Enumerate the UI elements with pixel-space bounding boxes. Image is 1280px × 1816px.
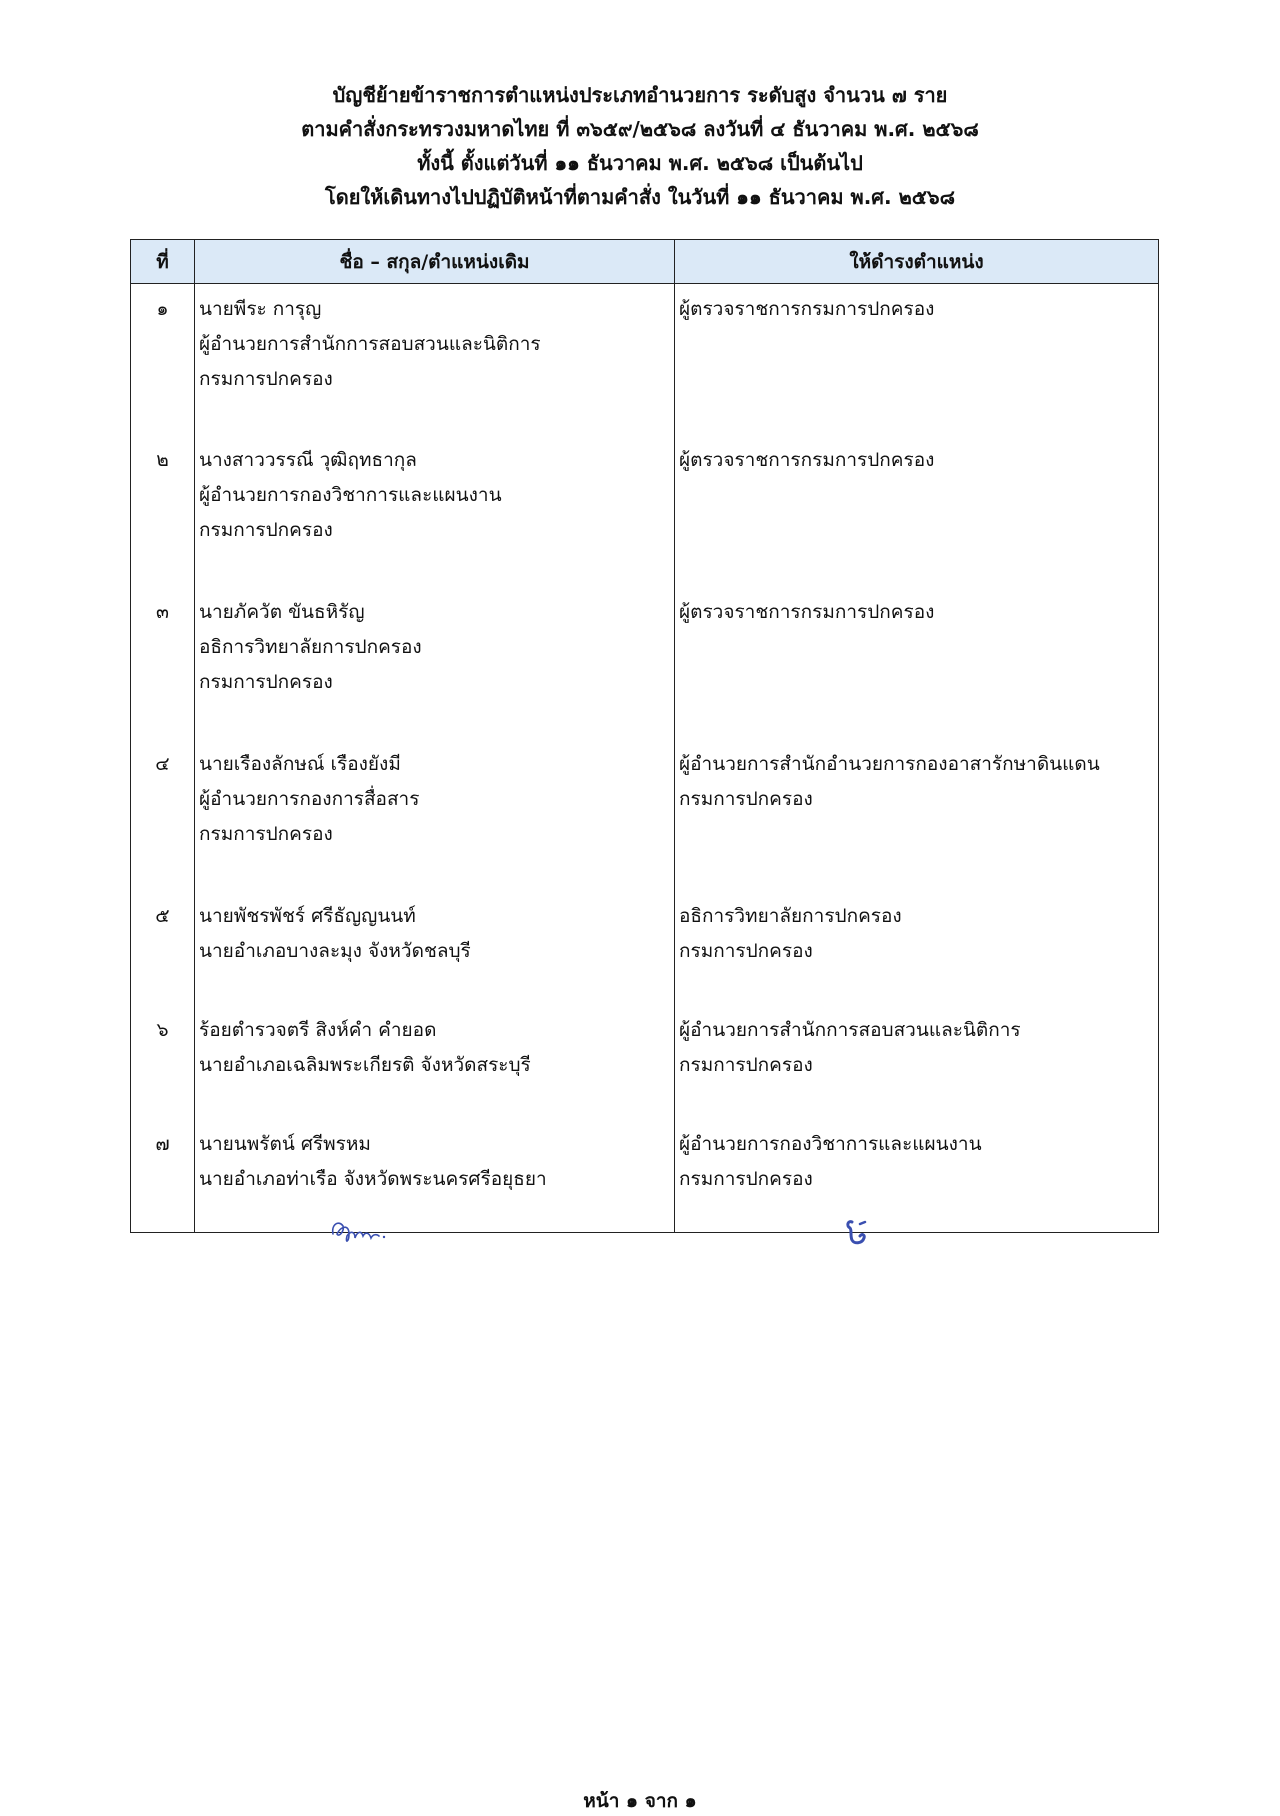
new-department: กรมการปกครอง [679, 787, 813, 810]
table-row [131, 435, 1159, 587]
former-position: นายอำเภอบางละมุง จังหวัดชลบุรี [199, 939, 471, 962]
former-position: อธิการวิทยาลัยการปกครอง [199, 635, 422, 658]
name-cell [195, 1005, 675, 1119]
new-position-cell [675, 435, 1159, 587]
former-department: กรมการปกครอง [199, 822, 333, 845]
header-title: บัญชีย้ายข้าราชการตำแหน่งประเภทอำนวยการ ระดับสูง จำนวน ๗ ราย [332, 83, 948, 107]
header-order-reference: ตามคำสั่งกระทรวงมหาดไทย ที่ ๓๖๕๙/๒๕๖๘ ลงวันที่ ๔ ธันวาคม พ.ศ. ๒๕๖๘ [301, 117, 979, 141]
new-position: ผู้อำนวยการสำนักการสอบสวนและนิติการ [679, 1018, 1021, 1041]
column-header-no: ที่ [131, 240, 195, 284]
transfer-table-container [130, 239, 1158, 1233]
former-department: กรมการปกครอง [199, 368, 333, 390]
table-header-row [131, 240, 1159, 284]
person-name: นางสาววรรณี วุฒิฤทธากุล [199, 448, 417, 471]
person-name: นายนพรัตน์ ศรีพรหม [199, 1132, 371, 1155]
name-cell [195, 739, 675, 891]
signature-right-stroke [848, 1222, 864, 1243]
table-row [131, 587, 1159, 739]
new-department: กรมการปกครอง [679, 939, 813, 962]
signature-right-tick [860, 1222, 865, 1224]
name-cell [195, 1119, 675, 1233]
new-position: ผู้ตรวจราชการกรมการปกครอง [679, 600, 935, 623]
new-position: ผู้อำนวยการสำนักอำนวยการกองอาสารักษาดินแดน [679, 752, 1100, 775]
former-position: นายอำเภอเฉลิมพระเกียรติ จังหวัดสระบุรี [199, 1053, 531, 1076]
new-position-cell [675, 891, 1159, 1005]
row-number: ๗ [131, 1119, 195, 1233]
former-position: ผู้อำนวยการกองการสื่อสาร [199, 787, 420, 810]
former-department: กรมการปกครอง [199, 670, 333, 693]
table-row [131, 1119, 1159, 1233]
row-number: ๓ [131, 587, 195, 739]
column-header-name: ชื่อ – สกุล/ตำแหน่งเดิม [195, 240, 675, 284]
name-cell [195, 284, 675, 435]
table-row [131, 739, 1159, 891]
table-row [131, 284, 1159, 435]
new-position-cell [675, 739, 1159, 891]
row-number: ๒ [131, 435, 195, 587]
person-name: นายเรืองลักษณ์ เรืองยังมี [199, 752, 401, 775]
signature-left-initials [325, 1212, 395, 1248]
row-number: ๖ [131, 1005, 195, 1119]
new-department: กรมการปกครอง [679, 1053, 813, 1076]
former-department: กรมการปกครอง [199, 518, 333, 541]
signature-left-stroke [333, 1223, 379, 1241]
new-position: ผู้ตรวจราชการกรมการปกครอง [679, 298, 935, 320]
new-position-cell [675, 587, 1159, 739]
person-name: นายพีระ การุญ [199, 298, 322, 320]
new-position-cell [675, 284, 1159, 435]
transfer-table [130, 239, 1159, 1233]
name-cell [195, 587, 675, 739]
column-header-position: ให้ดำรงตำแหน่ง [675, 240, 1159, 284]
row-number: ๑ [131, 284, 195, 435]
table-row [131, 891, 1159, 1005]
header-report-date: โดยให้เดินทางไปปฏิบัติหน้าที่ตามคำสั่ง ในวันที่ ๑๑ ธันวาคม พ.ศ. ๒๕๖๘ [324, 185, 956, 209]
document-header [0, 78, 1280, 214]
new-position: ผู้ตรวจราชการกรมการปกครอง [679, 448, 935, 471]
name-cell [195, 891, 675, 1005]
person-name: นายภัควัต ขันธหิรัญ [199, 600, 365, 623]
person-name: ร้อยตำรวจตรี สิงห์คำ คำยอด [199, 1018, 437, 1041]
row-number: ๔ [131, 739, 195, 891]
new-position: ผู้อำนวยการกองวิชาการและแผนงาน [679, 1132, 982, 1155]
new-department: กรมการปกครอง [679, 1167, 813, 1190]
table-row [131, 1005, 1159, 1119]
row-number: ๕ [131, 891, 195, 1005]
header-effective-date: ทั้งนี้ ตั้งแต่วันที่ ๑๑ ธันวาคม พ.ศ. ๒๕๖๘ เป็นต้นไป [417, 151, 863, 175]
name-cell [195, 435, 675, 587]
former-position: ผู้อำนวยการสำนักการสอบสวนและนิติการ [199, 333, 541, 355]
page-number: หน้า ๑ จาก ๑ [583, 1790, 697, 1812]
signature-right-initials [838, 1210, 878, 1250]
former-position: นายอำเภอท่าเรือ จังหวัดพระนครศรีอยุธยา [199, 1167, 547, 1190]
new-position-cell [675, 1119, 1159, 1233]
signature-left-dot [383, 1236, 385, 1238]
person-name: นายพัชรพัชร์ ศรีธัญญนนท์ [199, 904, 416, 927]
new-position-cell [675, 1005, 1159, 1119]
former-position: ผู้อำนวยการกองวิชาการและแผนงาน [199, 483, 502, 506]
new-position: อธิการวิทยาลัยการปกครอง [679, 904, 902, 927]
